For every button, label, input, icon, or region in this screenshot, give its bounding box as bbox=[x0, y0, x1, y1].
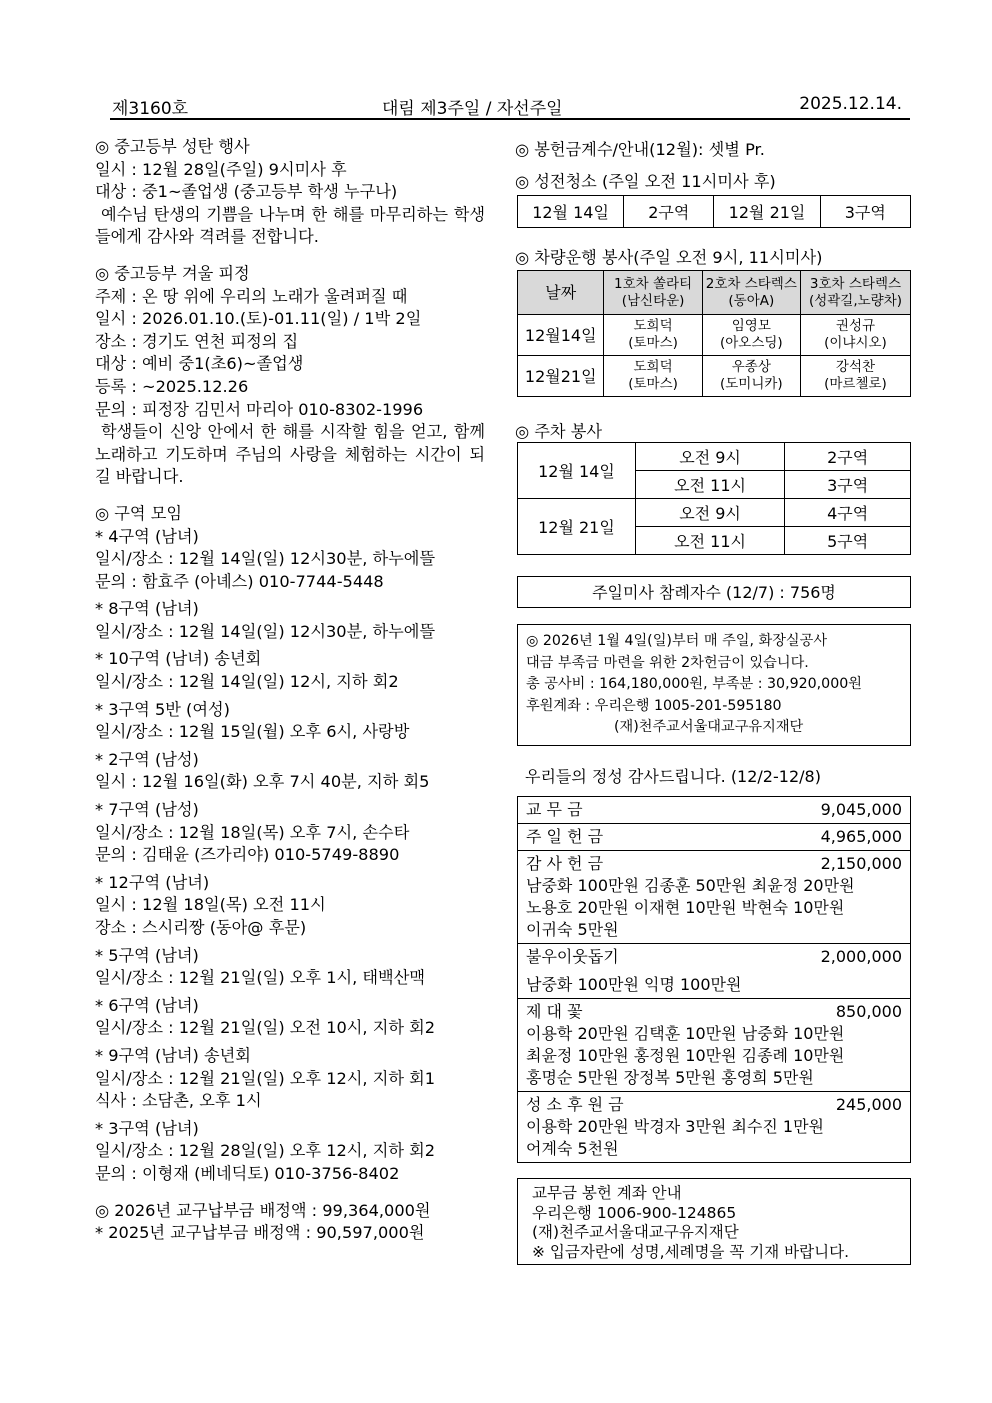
table-header: 3호차 스타렉스 (성곽길,노량차) bbox=[800, 271, 910, 315]
donor-line: 홍명순 5만원 장정복 5만원 홍영희 5만원 bbox=[526, 1068, 814, 1087]
fund-amount: 245,000 bbox=[835, 1095, 902, 1114]
left-column bbox=[95, 136, 485, 1245]
district-group bbox=[95, 945, 485, 990]
text-line: 일시 : 12월 28일(주일) 9시미사 후 bbox=[95, 159, 347, 179]
bulletin-title: 대림 제3주일 / 자선주일 bbox=[382, 99, 563, 119]
district-heading: * 12구역 (남녀) bbox=[95, 872, 210, 892]
table-header: 날짜 bbox=[518, 271, 604, 315]
fund-name: 성 소 후 원 금 bbox=[526, 1095, 624, 1114]
parking-title: ◎ 주차 봉사 bbox=[515, 422, 602, 441]
fund-name: 주 일 헌 금 bbox=[526, 827, 604, 846]
offering-counting: ◎ 봉헌금계수/안내(12월): 셋별 Pr. bbox=[515, 140, 765, 159]
table-row: 12월 14일 오전 9시 2구역 bbox=[518, 443, 911, 471]
fund-name: 불우이웃돕기 bbox=[526, 947, 619, 966]
bulletin-date: 2025.12.14. bbox=[799, 94, 902, 114]
text-line: 장소 : 경기도 연천 피정의 집 bbox=[95, 331, 299, 351]
table-cell: 12월 21일 bbox=[714, 196, 820, 228]
donor-line: 이용학 20만원 박경자 3만원 최수진 1만원 bbox=[526, 1117, 824, 1136]
donor-line: 노용호 20만원 이재현 10만원 박현숙 10만원 bbox=[526, 898, 845, 917]
section-title: ◎ 중고등부 성탄 행사 bbox=[95, 137, 250, 156]
donor-line: 이귀숙 5만원 bbox=[526, 920, 619, 939]
levy-2025: * 2025년 교구납부금 배정액 : 90,597,000원 bbox=[95, 1223, 425, 1243]
parking-table bbox=[517, 442, 911, 555]
page-header bbox=[110, 92, 910, 120]
table-cell: 3구역 bbox=[820, 196, 910, 228]
donor-line: 이용학 20만원 김택훈 10만원 남중화 10만원 bbox=[526, 1024, 845, 1043]
district-group bbox=[95, 1118, 485, 1186]
section-title: ◎ 중고등부 겨울 피정 bbox=[95, 263, 250, 283]
text-line: 주제 : 온 땅 위에 우리의 노래가 울려퍼질 때 bbox=[95, 286, 408, 306]
table-header: 1호차 쏠라티 (남신타운) bbox=[604, 271, 702, 315]
text-line: 일시/장소 : 12월 14일(일) 12시30분, 하누에뜰 bbox=[95, 621, 436, 641]
text-line: 일시/장소 : 12월 21일(일) 오후 1시, 태백산맥 bbox=[95, 968, 425, 988]
car-service-table bbox=[517, 270, 911, 397]
text-line: 일시/장소 : 12월 18일(목) 오후 7시, 손수타 bbox=[95, 822, 410, 842]
fund-amount: 4,965,000 bbox=[820, 827, 902, 846]
paragraph: 예수님 탄생의 기쁨을 나누며 한 해를 마무리하는 학생들에게 감사와 격려를 전합니다. bbox=[95, 204, 485, 247]
parking-date: 12월 14일 bbox=[518, 443, 636, 499]
district-meetings-section bbox=[95, 503, 485, 1186]
table-header: 2호차 스타렉스 (동아A) bbox=[702, 271, 800, 315]
district-heading: * 5구역 (남녀) bbox=[95, 945, 199, 965]
district-group bbox=[95, 699, 485, 744]
donor-line: 최윤정 10만원 홍정원 10만원 김종례 10만원 bbox=[526, 1046, 845, 1065]
table-cell: 12월 14일 bbox=[518, 196, 624, 228]
district-heading: * 4구역 (남녀) bbox=[95, 526, 199, 546]
table-row: 12월14일 도희덕 (토마스) 임영모 (아오스딩) 권성규 (이냐시오) bbox=[518, 315, 911, 356]
district-group bbox=[95, 872, 485, 940]
youth-christmas-section bbox=[95, 136, 485, 249]
fund-name: 교 무 금 bbox=[526, 800, 583, 819]
fund-row bbox=[518, 999, 910, 1092]
district-group bbox=[95, 749, 485, 794]
district-group bbox=[95, 648, 485, 693]
fund-amount: 850,000 bbox=[835, 1002, 902, 1021]
fund-amount: 2,000,000 bbox=[820, 947, 902, 966]
district-heading: * 2구역 (남성) bbox=[95, 749, 199, 769]
text-line: 등록 : ~2025.12.26 bbox=[95, 376, 249, 396]
parking-date: 12월 21일 bbox=[518, 499, 636, 555]
text-line: 일시/장소 : 12월 21일(일) 오후 12시, 지하 회1 bbox=[95, 1068, 436, 1088]
mass-attendance-box: 주일미사 참례자수 (12/7) : 756명 bbox=[517, 576, 911, 608]
second-collection-notice: ◎ 2026년 1월 4일(일)부터 매 주일, 화장실공사 대금 부족금 마련을 위한 2차헌금이 있습니다. 총 공사비 : 164,180,000원, 부족분 : 30,920,000원 후원계좌 : 우리은행 1005-201-595180 (재)천주교서울대교구유지재단 bbox=[517, 624, 911, 746]
text-line: 일시/장소 : 12월 15일(월) 오후 6시, 사랑방 bbox=[95, 722, 410, 742]
district-heading: * 3구역 5반 (여성) bbox=[95, 699, 230, 719]
district-heading: * 7구역 (남성) bbox=[95, 800, 199, 820]
district-heading: * 9구역 (남녀) 송년회 bbox=[95, 1045, 251, 1065]
issue-number: 제3160호 bbox=[112, 99, 189, 119]
account-info-box: 교무금 봉헌 계좌 안내 우리은행 1006-900-124865 (재)천주교서울대교구유지재단 ※ 입금자란에 성명,세례명을 꼭 기재 바랍니다. bbox=[517, 1178, 911, 1265]
fund-row bbox=[518, 824, 910, 851]
donor-line: 남중화 100만원 김종훈 50만원 최윤정 20만원 bbox=[526, 876, 855, 895]
section-title: ◎ 구역 모임 bbox=[95, 503, 182, 523]
fund-amount: 9,045,000 bbox=[820, 800, 902, 819]
district-heading: * 10구역 (남녀) 송년회 bbox=[95, 649, 262, 669]
text-line: 대상 : 중1~졸업생 (중고등부 학생 누구나) bbox=[95, 182, 398, 202]
district-group bbox=[95, 995, 485, 1040]
car-service-title: ◎ 차량운행 봉사(주일 오전 9시, 11시미사) bbox=[515, 248, 823, 267]
district-heading: * 6구역 (남녀) bbox=[95, 995, 199, 1015]
table-cell: 2구역 bbox=[624, 196, 714, 228]
text-line: 일시/장소 : 12월 28일(일) 오후 12시, 지하 회2 bbox=[95, 1141, 436, 1161]
text-line: 일시/장소 : 12월 14일(일) 12시, 지하 회2 bbox=[95, 672, 399, 692]
text-line: 일시/장소 : 12월 14일(일) 12시30분, 하누에뜰 bbox=[95, 549, 436, 569]
text-line: 일시 : 2026.01.10.(토)-01.11(일) / 1박 2일 bbox=[95, 309, 422, 329]
district-group bbox=[95, 526, 485, 594]
levy-2026: ◎ 2026년 교구납부금 배정액 : 99,364,000원 bbox=[95, 1200, 431, 1220]
fund-amount: 2,150,000 bbox=[820, 854, 902, 873]
cleaning-table bbox=[517, 195, 911, 228]
fund-row bbox=[518, 944, 910, 999]
table-row: 12월 21일 오전 9시 4구역 bbox=[518, 499, 911, 527]
text-line: 일시/장소 : 12월 21일(일) 오전 10시, 지하 회2 bbox=[95, 1018, 436, 1038]
text-line: 문의 : 김태윤 (즈가리야) 010-5749-8890 bbox=[95, 845, 400, 865]
district-group bbox=[95, 799, 485, 867]
youth-retreat-section bbox=[95, 263, 485, 489]
fund-row bbox=[518, 797, 910, 824]
text-line: 장소 : 스시리짱 (동아@ 후문) bbox=[95, 918, 307, 937]
text-line: 문의 : 이형재 (베네딕토) 010-3756-8402 bbox=[95, 1163, 400, 1183]
district-heading: * 3구역 (남녀) bbox=[95, 1118, 199, 1138]
paragraph: 학생들이 신앙 안에서 한 해를 시작할 힘을 얻고, 함께 노래하고 기도하며 주님의 사랑을 체험하는 시간이 되길 바랍니다. bbox=[95, 422, 485, 487]
district-group bbox=[95, 598, 485, 643]
donor-line: 어계숙 5천원 bbox=[526, 1139, 619, 1158]
text-line: 대상 : 예비 중1(초6)~졸업생 bbox=[95, 354, 304, 374]
text-line: 문의 : 피정장 김민서 마리아 010-8302-1996 bbox=[95, 399, 424, 419]
cleaning-title: ◎ 성전청소 (주일 오전 11시미사 후) bbox=[515, 172, 776, 191]
offering-summary-table bbox=[517, 796, 911, 1163]
fund-row bbox=[518, 1092, 910, 1162]
fund-name: 제 대 꽃 bbox=[526, 1002, 583, 1021]
text-line: 일시 : 12월 18일(목) 오전 11시 bbox=[95, 895, 326, 915]
fund-name: 감 사 헌 금 bbox=[526, 854, 604, 873]
text-line: 일시 : 12월 16일(화) 오후 7시 40분, 지하 회5 bbox=[95, 772, 430, 792]
table-row: 오전 11시 3구역 bbox=[518, 471, 911, 499]
diocese-levy-section bbox=[95, 1200, 485, 1245]
thanks-title: 우리들의 정성 감사드립니다. (12/2-12/8) bbox=[525, 767, 821, 786]
text-line: 식사 : 소담촌, 오후 1시 bbox=[95, 1091, 262, 1111]
district-heading: * 8구역 (남녀) bbox=[95, 599, 199, 619]
district-group bbox=[95, 1045, 485, 1113]
fund-row bbox=[518, 851, 910, 944]
table-row: 오전 11시 5구역 bbox=[518, 527, 911, 555]
donor-line: 남중화 100만원 익명 100만원 bbox=[526, 975, 742, 994]
text-line: 문의 : 함효주 (아녜스) 010-7744-5448 bbox=[95, 571, 384, 591]
table-row: 12월21일 도희덕 (토마스) 우종상 (도미니카) 강석찬 (마르첼로) bbox=[518, 356, 911, 397]
